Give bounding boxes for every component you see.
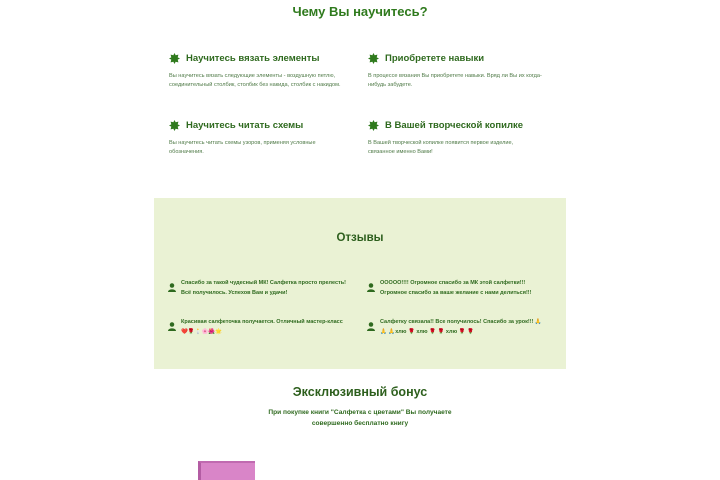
review-line: 🙏 🙏хлю 🌹 хлю 🌹 🌹 хлю 🌹 🌹 xyxy=(380,329,474,335)
bonus-book-image xyxy=(198,461,255,480)
learn-item-title: Приобретете навыки xyxy=(385,53,485,64)
user-icon xyxy=(168,322,178,337)
learn-item-text: В процессе вязания Вы приобретете навыки. Вряд ли Вы их когда-нибудь забудете. xyxy=(368,73,542,88)
bonus-line: При покупке книги "Салфетка с цветами" Вы получаете xyxy=(268,409,452,416)
learn-section-title: Чему Вы научитесь? xyxy=(292,4,428,19)
learn-item-text: В Вашей творческой копилке появится первое изделие, связанное именно Вами! xyxy=(368,140,514,155)
review-line: Спасибо за такой чудесный МК! Салфетка просто прелесть! xyxy=(181,280,346,286)
review-item xyxy=(168,317,358,337)
learn-item-text: Вы научитесь читать схемы узоров, применяя условные обозначения. xyxy=(169,140,316,155)
learn-item-text: Вы научитесь вязать следующие элементы - воздушную петлю, соединительный столбик, столбик без накида, столбик с накидом. xyxy=(169,73,341,88)
starburst-icon xyxy=(368,120,379,131)
learn-item-title: Научитесь читать схемы xyxy=(186,120,304,131)
review-item xyxy=(168,278,358,298)
starburst-icon xyxy=(169,120,180,131)
learn-item-skills xyxy=(368,53,568,90)
learn-item-title: В Вашей творческой копилке xyxy=(385,120,524,131)
learn-item-schemes xyxy=(169,120,369,157)
learn-item-title: Научитесь вязать элементы xyxy=(186,53,320,64)
starburst-icon xyxy=(169,53,180,64)
review-item xyxy=(367,317,557,337)
starburst-icon xyxy=(368,53,379,64)
review-line: Всё получилось. Успехов Вам и удачи! xyxy=(181,290,288,296)
review-line: Салфетку связала!! Все получилось! Спасибо за урок!!! 🙏 xyxy=(380,319,542,325)
learn-item-elements xyxy=(169,53,369,90)
bonus-title: Эксклюзивный бонус xyxy=(292,385,428,399)
review-line: Красивая салфеточка получается. Отличный мастер-класс xyxy=(181,319,343,325)
user-icon xyxy=(367,283,377,298)
user-icon xyxy=(367,322,377,337)
reviews-section xyxy=(154,198,566,369)
bonus-text xyxy=(0,407,720,429)
bonus-line: совершенно бесплатно книгу xyxy=(311,420,409,427)
review-item xyxy=(367,278,557,298)
review-line: ООООО!!!! Огромное спасибо за МК этой салфетки!!! xyxy=(380,280,526,286)
learn-item-creative xyxy=(368,120,568,157)
review-line: ❤️🌹🕯️🌸🌺🌟 xyxy=(181,329,223,335)
user-icon xyxy=(168,283,178,298)
reviews-title: Отзывы xyxy=(336,232,384,244)
review-line: Огромное спасибо за ваше желание с нами делиться!!! xyxy=(380,290,532,296)
